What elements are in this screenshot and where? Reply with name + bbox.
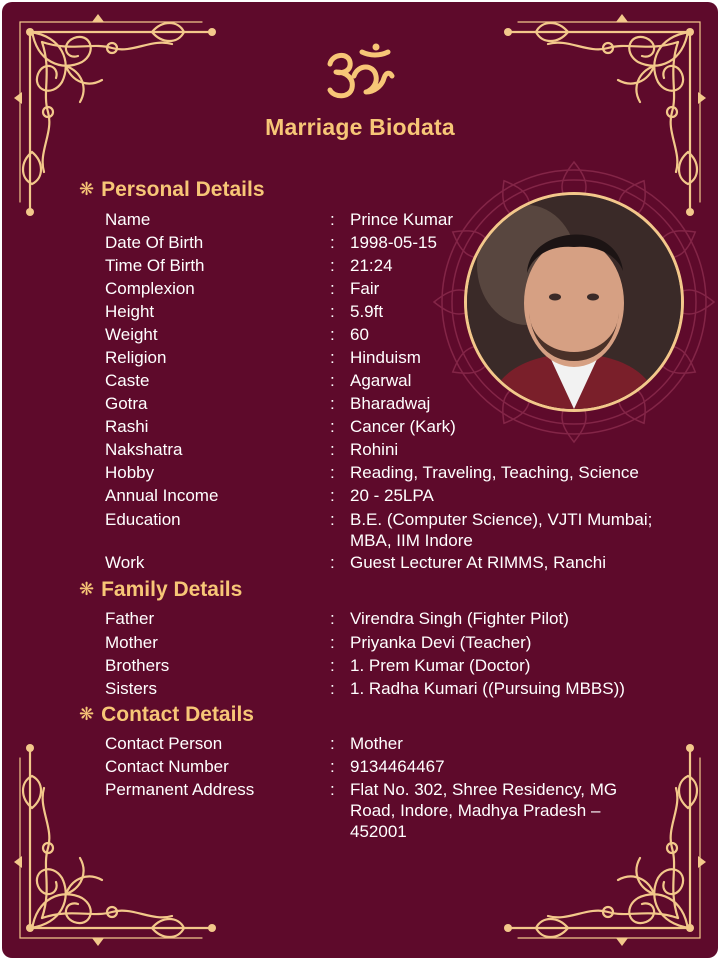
field-label: Weight [105, 325, 158, 344]
contact-row [105, 756, 665, 778]
biodata-card [2, 2, 718, 958]
field-separator: : [330, 553, 335, 572]
field-value: B.E. (Computer Science), VJTI Mumbai; MBA, IIM Indore [350, 510, 653, 550]
personal-row [105, 347, 665, 369]
field-separator: : [330, 679, 335, 698]
field-separator: : [330, 757, 335, 776]
field-label: Date Of Birth [105, 233, 204, 252]
field-value: 60 [350, 325, 369, 344]
field-value: Bharadwaj [350, 394, 431, 413]
field-value: Rohini [350, 440, 399, 459]
flower-bullet-icon: ❋ [79, 178, 95, 199]
field-label: Caste [105, 371, 150, 390]
flower-bullet-icon: ❋ [79, 578, 95, 599]
field-label: Annual Income [105, 486, 219, 505]
contact-row [105, 733, 665, 755]
personal-row [105, 462, 665, 484]
section-title-text: Family Details [101, 578, 243, 601]
field-label: Height [105, 302, 155, 321]
field-value: 1. Radha Kumari ((Pursuing MBBS)) [350, 679, 625, 698]
field-label: Sisters [105, 679, 157, 698]
field-label: Complexion [105, 279, 195, 298]
family-row [105, 608, 665, 630]
om-icon [324, 42, 396, 100]
field-value: 9134464467 [350, 757, 445, 776]
field-label: Nakshatra [105, 440, 183, 459]
field-label: Brothers [105, 656, 170, 675]
field-separator: : [330, 348, 335, 367]
personal-row [105, 324, 665, 346]
field-separator: : [330, 780, 335, 799]
section-title-family [79, 578, 242, 602]
personal-row [105, 232, 665, 254]
section-title-personal [79, 178, 265, 202]
field-value: Virendra Singh (Fighter Pilot) [350, 609, 569, 628]
family-row [105, 678, 665, 700]
personal-row [105, 255, 665, 277]
section-title-text: Personal Details [101, 178, 265, 201]
personal-row [105, 439, 665, 461]
field-label: Work [105, 553, 145, 572]
field-separator: : [330, 656, 335, 675]
field-separator: : [330, 510, 335, 529]
personal-row [105, 278, 665, 300]
field-separator: : [330, 210, 335, 229]
field-value: 21:24 [350, 256, 393, 275]
family-row [105, 655, 665, 677]
field-label: Hobby [105, 463, 155, 482]
field-label: Religion [105, 348, 167, 367]
field-value: Agarwal [350, 371, 412, 390]
field-value: 5.9ft [350, 302, 384, 321]
field-label: Rashi [105, 417, 149, 436]
field-value: 1998-05-15 [350, 233, 437, 252]
flower-bullet-icon: ❋ [79, 703, 95, 724]
field-label: Permanent Address [105, 780, 255, 799]
contact-row [105, 779, 665, 841]
section-title-text: Contact Details [101, 703, 254, 726]
field-value: Flat No. 302, Shree Residency, MG Road, Indore, Madhya Pradesh – 452001 [350, 780, 618, 841]
personal-row [105, 552, 665, 574]
field-value: Mother [350, 734, 403, 753]
field-label: Contact Person [105, 734, 223, 753]
field-separator: : [330, 394, 335, 413]
field-separator: : [330, 371, 335, 390]
field-value: Reading, Traveling, Teaching, Science [350, 463, 639, 482]
field-value: Prince Kumar [350, 210, 453, 229]
field-separator: : [330, 440, 335, 459]
personal-row [105, 301, 665, 323]
field-separator: : [330, 486, 335, 505]
field-value: 1. Prem Kumar (Doctor) [350, 656, 531, 675]
field-separator: : [330, 302, 335, 321]
personal-row [105, 370, 665, 392]
field-separator: : [330, 325, 335, 344]
field-separator: : [330, 279, 335, 298]
field-separator: : [330, 734, 335, 753]
field-separator: : [330, 256, 335, 275]
field-label: Name [105, 210, 151, 229]
field-value: Priyanka Devi (Teacher) [350, 633, 532, 652]
section-title-contact [79, 703, 254, 727]
personal-row [105, 209, 665, 231]
field-label: Time Of Birth [105, 256, 205, 275]
field-value: Hinduism [350, 348, 421, 367]
field-label: Mother [105, 633, 158, 652]
field-value: Cancer (Kark) [350, 417, 456, 436]
field-separator: : [330, 463, 335, 482]
family-row [105, 632, 665, 654]
field-label: Contact Number [105, 757, 229, 776]
personal-row [105, 416, 665, 438]
field-separator: : [330, 633, 335, 652]
personal-row [105, 485, 665, 507]
personal-row [105, 393, 665, 415]
field-separator: : [330, 233, 335, 252]
page-title: Marriage Biodata [265, 114, 455, 140]
field-value: Guest Lecturer At RIMMS, Ranchi [350, 553, 607, 572]
field-value: 20 - 25LPA [350, 486, 434, 505]
field-value: Fair [350, 279, 380, 298]
field-label: Father [105, 609, 155, 628]
field-separator: : [330, 417, 335, 436]
field-separator: : [330, 609, 335, 628]
personal-row [105, 509, 665, 550]
field-label: Gotra [105, 394, 148, 413]
field-label: Education [105, 510, 181, 529]
